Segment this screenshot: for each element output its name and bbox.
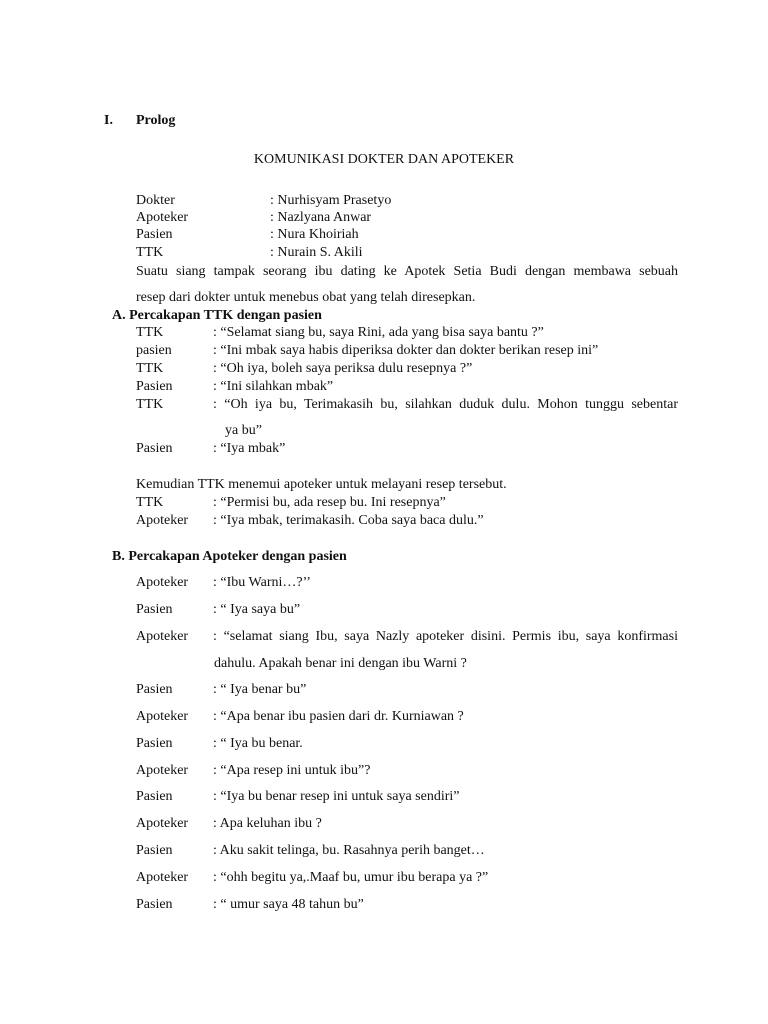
dialogue-text: : “Apa resep ini untuk ibu”? — [213, 763, 371, 778]
dialogue-text: : “ohh begitu ya,.Maaf bu, umur ibu berapa ya ?” — [213, 870, 489, 885]
cast-role: TTK — [136, 245, 164, 260]
cast-name: : Nura Khoiriah — [270, 227, 359, 242]
dialogue-text: : “Oh iya, boleh saya periksa dulu resepnya ?” — [213, 361, 473, 376]
dialogue-text: : “Ibu Warni…?’’ — [213, 575, 311, 590]
main-title: KOMUNIKASI DOKTER DAN APOTEKER — [253, 152, 515, 167]
speaker: Pasien — [136, 602, 173, 617]
intro-line: resep dari dokter untuk menebus obat yang telah diresepkan. — [136, 290, 476, 305]
speaker: Pasien — [136, 789, 173, 804]
cast-role: Apoteker — [136, 210, 189, 225]
speaker: pasien — [136, 343, 172, 358]
dialogue-text: : “Apa benar ibu pasien dari dr. Kurniawan ? — [213, 709, 464, 724]
speaker: Apoteker — [136, 629, 189, 644]
dialogue-text: : “ Iya benar bu” — [213, 682, 307, 697]
speaker: TTK — [136, 361, 164, 376]
speaker: Apoteker — [136, 816, 189, 831]
speaker: Pasien — [136, 441, 173, 456]
dialogue-text: : “Ini mbak saya habis diperiksa dokter dan dokter berikan resep ini” — [213, 343, 599, 358]
speaker: Apoteker — [136, 870, 189, 885]
section-b-heading: B. Percakapan Apoteker dengan pasien — [112, 549, 347, 564]
dialogue-text: : Apa keluhan ibu ? — [213, 816, 322, 831]
cast-role: Dokter — [136, 193, 175, 208]
speaker: TTK — [136, 495, 164, 510]
dialogue-text: : “ Iya bu benar. — [213, 736, 303, 751]
dialogue-text: : “Iya mbak, terimakasih. Coba saya baca dulu.” — [213, 513, 484, 528]
cast-name: : Nurhisyam Prasetyo — [270, 193, 392, 208]
dialogue-text: : “Iya bu benar resep ini untuk saya sendiri” — [213, 789, 460, 804]
dialogue-text: : “Ini silahkan mbak” — [213, 379, 334, 394]
dialogue-text: : “Iya mbak” — [213, 441, 286, 456]
speaker: Apoteker — [136, 575, 189, 590]
speaker: Apoteker — [136, 709, 189, 724]
section-a-heading: A. Percakapan TTK dengan pasien — [112, 308, 322, 323]
prolog-title: Prolog — [136, 113, 176, 128]
dialogue-text: : “ umur saya 48 tahun bu” — [213, 897, 364, 912]
speaker: Pasien — [136, 682, 173, 697]
speaker: Pasien — [136, 843, 173, 858]
dialogue-text: : “Permisi bu, ada resep bu. Ini resepnya” — [213, 495, 446, 510]
narration: Kemudian TTK menemui apoteker untuk melayani resep tersebut. — [136, 477, 507, 492]
speaker: Pasien — [136, 736, 173, 751]
dialogue-text-continuation: dahulu. Apakah benar ini dengan ibu Warni ? — [214, 656, 467, 671]
dialogue-text: : Aku sakit telinga, bu. Rasahnya perih banget… — [213, 843, 485, 858]
speaker: TTK — [136, 397, 164, 412]
prolog-number: I. — [104, 113, 113, 128]
dialogue-text: : “ Iya saya bu” — [213, 602, 301, 617]
dialogue-text: : “Oh iya bu, Terimakasih bu, silahkan duduk dulu. Mohon tunggu sebentar — [213, 397, 678, 412]
intro-line: Suatu siang tampak seorang ibu dating ke Apotek Setia Budi dengan membawa sebuah — [136, 264, 678, 279]
dialogue-text-continuation: ya bu” — [225, 423, 262, 438]
cast-name: : Nazlyana Anwar — [270, 210, 372, 225]
dialogue-text: : “selamat siang Ibu, saya Nazly apoteker disini. Permis ibu, saya konfirmasi — [213, 629, 678, 644]
speaker: Apoteker — [136, 763, 189, 778]
speaker: Pasien — [136, 897, 173, 912]
speaker: Pasien — [136, 379, 173, 394]
dialogue-text: : “Selamat siang bu, saya Rini, ada yang bisa saya bantu ?” — [213, 325, 544, 340]
speaker: TTK — [136, 325, 164, 340]
cast-name: : Nurain S. Akili — [270, 245, 363, 260]
speaker: Apoteker — [136, 513, 189, 528]
cast-role: Pasien — [136, 227, 173, 242]
